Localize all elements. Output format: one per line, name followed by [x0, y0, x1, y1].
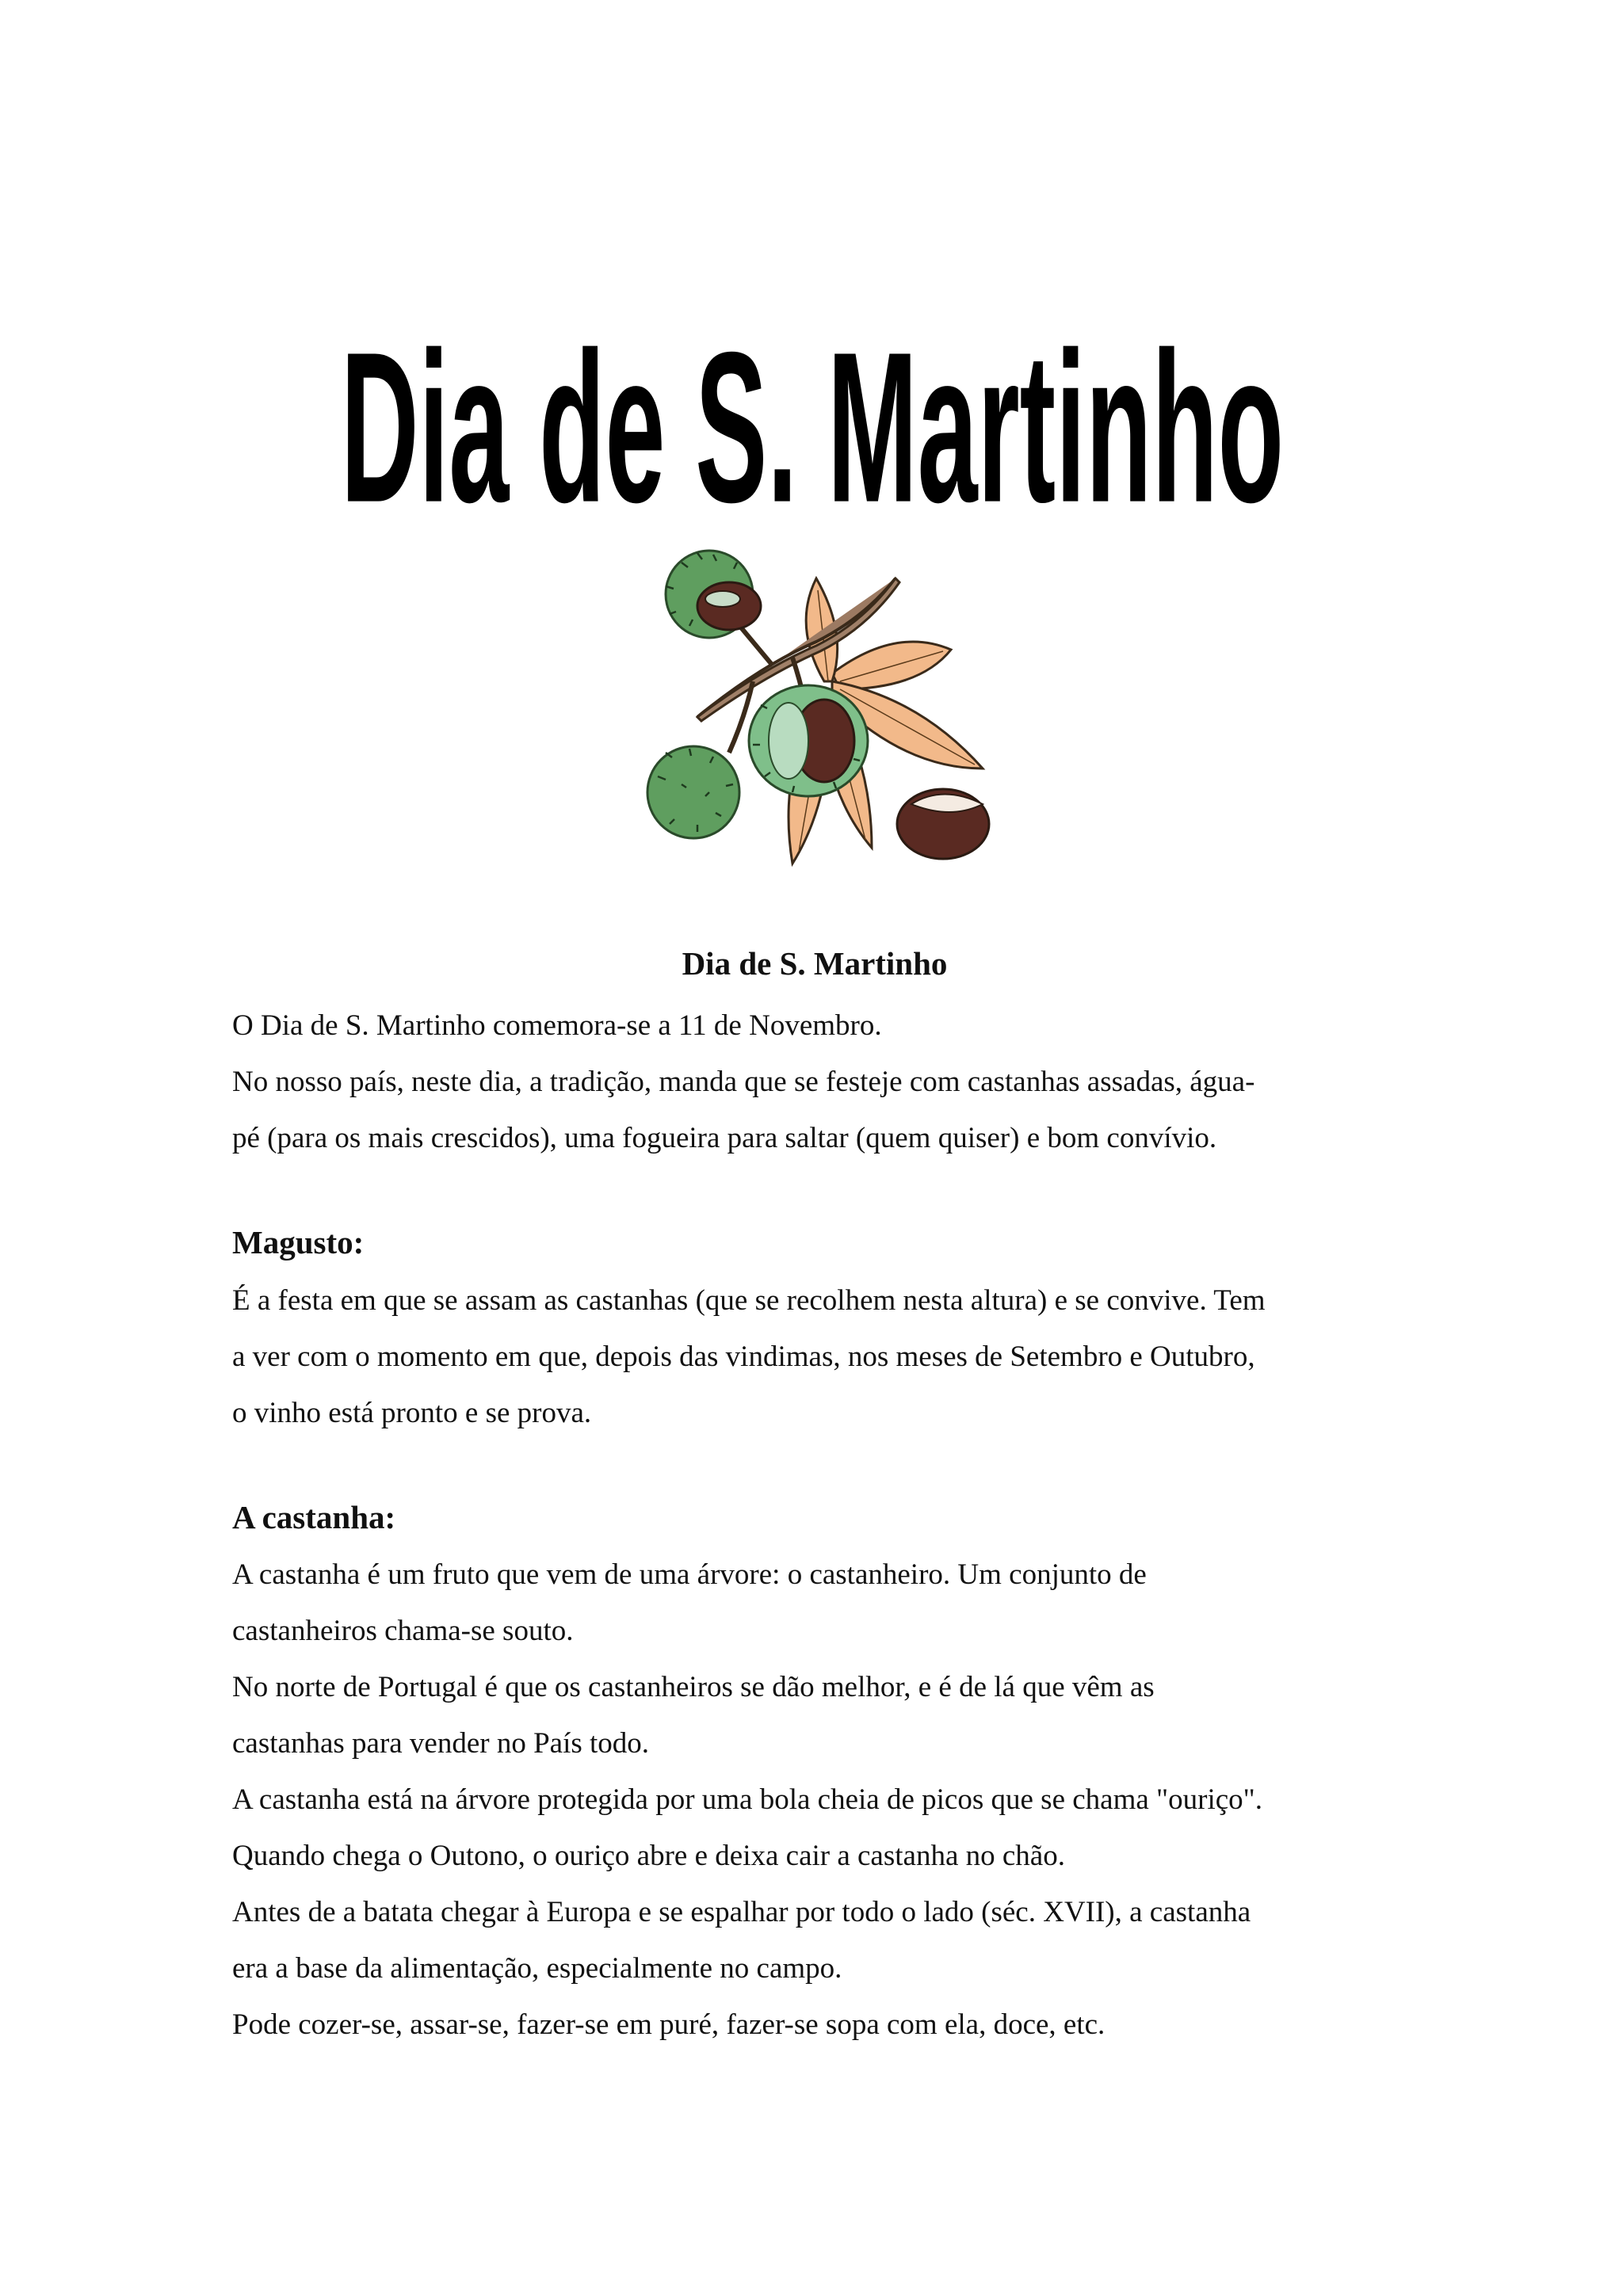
section-magusto — [232, 1222, 1397, 1440]
wordart-title — [333, 293, 1292, 547]
section-heading: A castanha: — [232, 1498, 396, 1535]
intro-section — [232, 997, 1397, 1166]
burr-bottom — [647, 746, 739, 838]
paragraph-line: castanheiros chama-se souto. — [232, 1614, 574, 1647]
paragraph-line: A castanha é um fruto que vem de uma árvore: o castanheiro. Um conjunto de — [232, 1558, 1147, 1591]
document-title: Dia de S. Martinho — [682, 945, 948, 982]
paragraph-line: É a festa em que se assam as castanhas (que se recolhem nesta altura) e se convive. Tem — [232, 1283, 1266, 1317]
wordart-title-text: Dia de S. Martinho — [341, 307, 1284, 547]
paragraph-line: pé (para os mais crescidos), uma fogueira para saltar (quem quiser) e bom convívio. — [232, 1122, 1217, 1155]
section-heading: Magusto: — [232, 1224, 365, 1261]
paragraph-line: castanhas para vender no País todo. — [232, 1726, 650, 1760]
chestnut — [897, 789, 989, 859]
paragraph-line: No nosso país, neste dia, a tradição, manda que se festeje com castanhas assadas, água- — [232, 1066, 1255, 1099]
paragraph-line: O Dia de S. Martinho comemora-se a 11 de Novembro. — [232, 1009, 882, 1043]
paragraph-line: a ver com o momento em que, depois das vindimas, nos meses de Setembro e Outubro, — [232, 1340, 1255, 1373]
paragraph-line: o vinho está pronto e se prova. — [232, 1396, 592, 1429]
chestnut-branch-icon — [634, 531, 999, 879]
paragraph-line: Antes de a batata chegar à Europa e se espalhar por todo o lado (séc. XVII), a castanha — [232, 1895, 1251, 1928]
paragraph-line: Pode cozer-se, assar-se, fazer-se em puré, fazer-se sopa com ela, doce, etc. — [232, 2008, 1106, 2041]
paragraph-line: No norte de Portugal é que os castanheiros se dão melhor, e é de lá que vêm as — [232, 1670, 1155, 1703]
leaf — [832, 642, 951, 689]
wordart-title-graphic — [333, 293, 1292, 547]
paragraph-line: A castanha está na árvore protegida por uma bola cheia de picos que se chama "ouriço". — [232, 1783, 1263, 1816]
paragraph-line: era a base da alimentação, especialmente no campo. — [232, 1951, 842, 1985]
open-burr — [749, 685, 868, 796]
section-castanha — [232, 1497, 1397, 2053]
document-body — [232, 943, 1397, 2053]
burr-top — [666, 551, 761, 638]
chestnut-illustration-svg — [634, 531, 999, 879]
paragraph-line: Quando chega o Outono, o ouriço abre e deixa cair a castanha no chão. — [232, 1839, 1065, 1872]
